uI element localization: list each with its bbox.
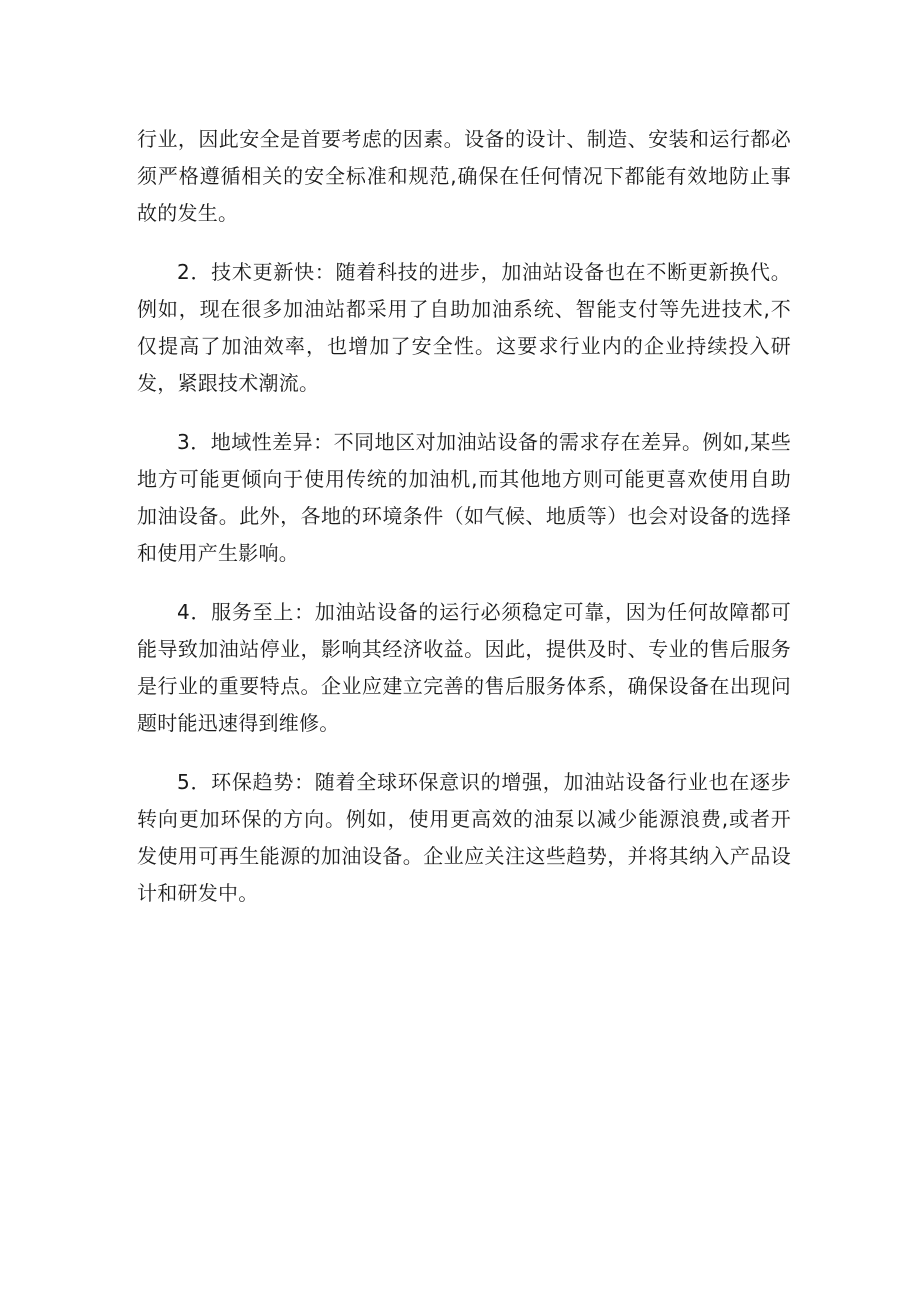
document-body xyxy=(137,121,791,934)
paragraph-item-3: 3．地域性差异：不同地区对加油站设备的需求存在差异。例如,某些地方可能更倾向于使用传统的加油机,而其他地方则可能更喜欢使用自助加油设备。此外，各地的环境条件（如气候、地质等）也会对设备的选择和使用产生影响。 xyxy=(137,430,791,565)
paragraph-item-5: 5．环保趋势：随着全球环保意识的增强，加油站设备行业也在逐步转向更加环保的方向。例如，使用更高效的油泵以减少能源浪费,或者开发使用可再生能源的加油设备。企业应关注这些趋势，并将其纳入产品设计和研发中。 xyxy=(137,770,791,905)
paragraph-item-4: 4．服务至上：加油站设备的运行必须稳定可靠，因为任何故障都可能导致加油站停业，影响其经济收益。因此，提供及时、专业的售后服务是行业的重要特点。企业应建立完善的售后服务体系，确保设备在出现问题时能迅速得到维修。 xyxy=(137,600,791,735)
paragraph-continued: 行业，因此安全是首要考虑的因素。设备的设计、制造、安装和运行都必须严格遵循相关的安全标准和规范,确保在任何情况下都能有效地防止事故的发生。 xyxy=(137,127,791,225)
paragraph-item-2: 2．技术更新快：随着科技的进步，加油站设备也在不断更新换代。例如，现在很多加油站都采用了自助加油系统、智能支付等先进技术,不仅提高了加油效率，也增加了安全性。这要求行业内的企业持续投入研发，紧跟技术潮流。 xyxy=(137,260,791,395)
